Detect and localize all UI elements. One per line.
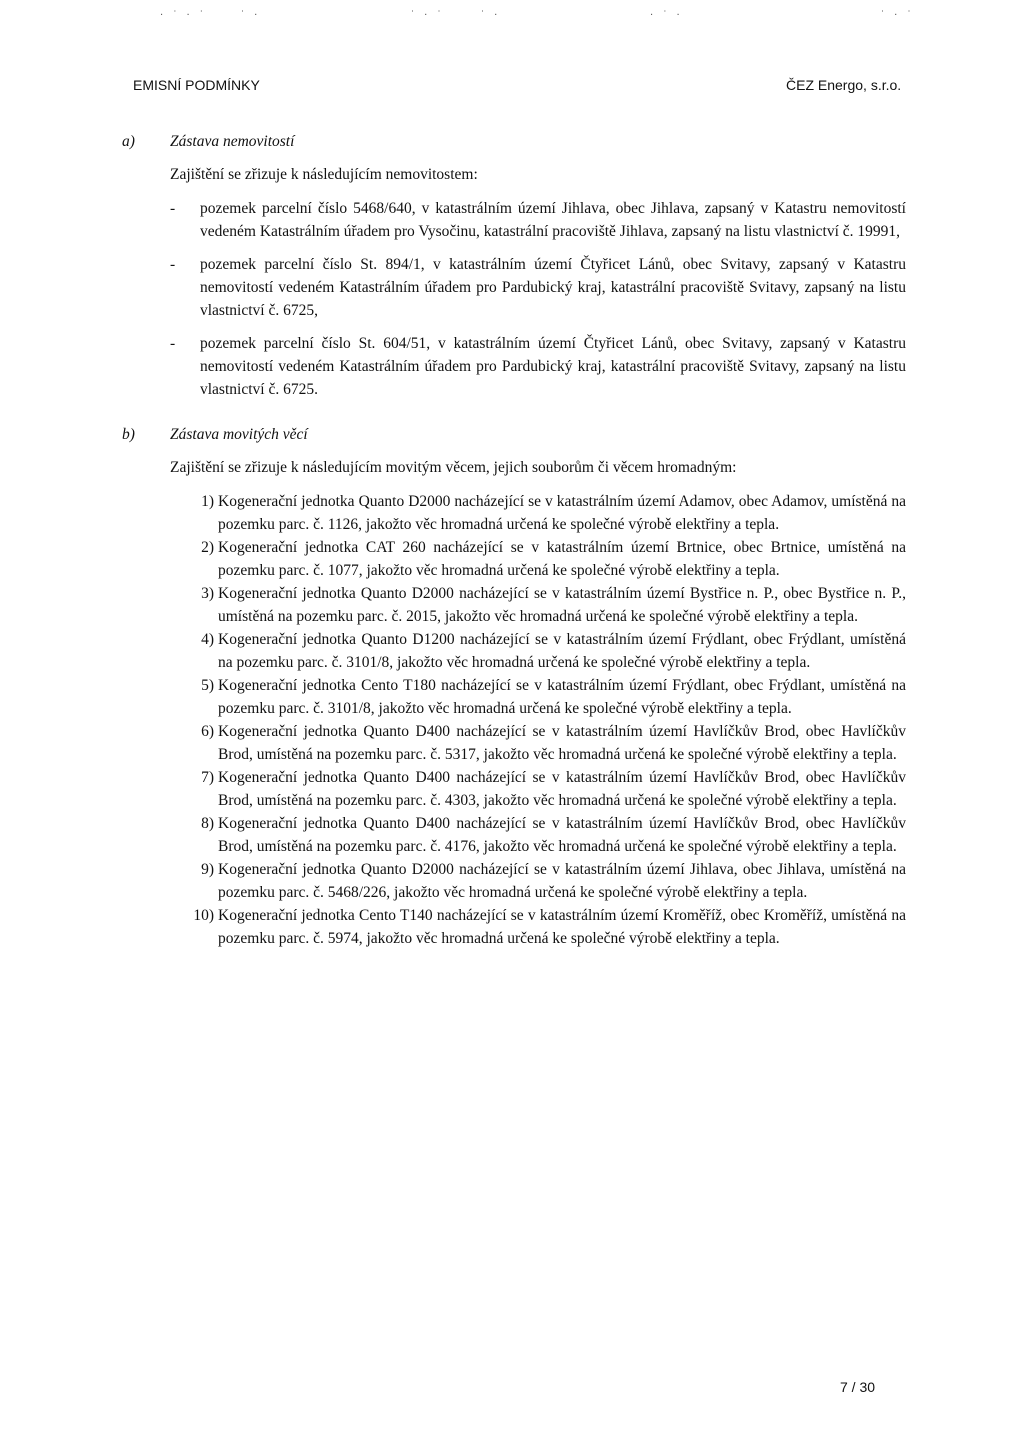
section-b-intro: Zajištění se zřizuje k následujícím movitým věcem, jejich souborům či věcem hromadným:: [170, 459, 737, 476]
header-company: ČEZ Energo, s.r.o.: [786, 77, 902, 93]
list-item: 9) Kogenerační jednotka Quanto D2000 nacházející se v katastrálním území Jihlava, obec Jihlava, umístěná na pozemku parc. č. 5468/226, jakožto věc hromadná určená ke společné výrobě elektřiny a tepla.: [201, 861, 906, 901]
list-item: 7) Kogenerační jednotka Quanto D400 nacházející se v katastrálním území Havlíčkův Brod, obec Havlíčkův Brod, umístěná na pozemku parc. č. 4303, jakožto věc hromadná určená ke společné výrobě elektřiny a tepla.: [201, 769, 906, 809]
list-item: 3) Kogenerační jednotka Quanto D2000 nacházející se v katastrálním území Bystřice n. P., obec Bystřice n. P., umístěná na pozemku parc. č. 2015, jakožto věc hromadná určená ke společné výrobě elektřiny a tepla.: [201, 585, 906, 625]
page-number: 7 / 30: [840, 1379, 876, 1395]
section-a-letter: a): [122, 133, 135, 150]
section-b-heading: [122, 423, 906, 446]
list-item: 2) Kogenerační jednotka CAT 260 nacházející se v katastrálním území Brtnice, obec Brtnice, umístěná na pozemku parc. č. 1077, jakožto věc hromadná určená ke společné výrobě elektřiny a tepla.: [201, 539, 906, 579]
section-b-title: Zástava movitých věcí: [170, 426, 308, 443]
movables-list: [122, 490, 906, 950]
scan-artifacts: · ˙ · ˙ ˙ · ˙ · ˙ ˙ · · ˙ · ˙ · ˙: [160, 10, 915, 21]
list-item: 1) Kogenerační jednotka Quanto D2000 nacházející se v katastrálním území Adamov, obec Adamov, umístěná na pozemku parc. č. 1126, jakožto věc hromadná určená ke společné výrobě elektřiny a tepla.: [201, 493, 906, 533]
header-title: EMISNÍ PODMÍNKY: [133, 77, 260, 93]
property-list: [122, 197, 906, 401]
section-a-heading: [122, 130, 906, 153]
list-item: - pozemek parcelní číslo St. 604/51, v katastrálním území Čtyřicet Lánů, obec Svitavy, zapsaný v Katastru nemovitostí vedeném Katastrálním úřadem pro Pardubický kraj, katastrální pracoviště Svitavy, zapsaný na listu vlastnictví č. 6725.: [170, 335, 906, 398]
section-a-title: Zástava nemovitostí: [170, 133, 295, 150]
list-item: 8) Kogenerační jednotka Quanto D400 nacházející se v katastrálním území Havlíčkův Brod, obec Havlíčkův Brod, umístěná na pozemku parc. č. 4176, jakožto věc hromadná určená ke společné výrobě elektřiny a tepla.: [201, 815, 906, 855]
list-item: 4) Kogenerační jednotka Quanto D1200 nacházející se v katastrálním území Frýdlant, obec Frýdlant, umístěná na pozemku parc. č. 3101/8, jakožto věc hromadná určená ke společné výrobě elektřiny a tepla.: [201, 631, 906, 671]
list-item: 5) Kogenerační jednotka Cento T180 nacházející se v katastrálním území Frýdlant, obec Frýdlant, umístěná na pozemku parc. č. 3101/8, jakožto věc hromadná určená ke společné výrobě elektřiny a tepla.: [201, 677, 906, 717]
list-item: 6) Kogenerační jednotka Quanto D400 nacházející se v katastrálním území Havlíčkův Brod, obec Havlíčkův Brod, umístěná na pozemku parc. č. 5317, jakožto věc hromadná určená ke společné výrobě elektřiny a tepla.: [201, 723, 906, 763]
list-item: 10) Kogenerační jednotka Cento T140 nacházející se v katastrálním území Kroměříž, obec Kroměříž, umístěná na pozemku parc. č. 5974, jakožto věc hromadná určená ke společné výrobě elektřiny a tepla.: [193, 907, 906, 947]
section-b-letter: b): [122, 426, 135, 443]
list-item: - pozemek parcelní číslo 5468/640, v katastrálním území Jihlava, obec Jihlava, zapsaný v Katastru nemovitostí vedeném Katastrálním úřadem pro Vysočinu, katastrální pracoviště Jihlava, zapsaný na listu vlastnictví č. 19991,: [170, 200, 906, 240]
section-a-intro: Zajištění se zřizuje k následujícím nemovitostem:: [170, 166, 478, 183]
list-item: - pozemek parcelní číslo St. 894/1, v katastrálním území Čtyřicet Lánů, obec Svitavy, zapsaný v Katastru nemovitostí vedeném Katastrálním úřadem pro Pardubický kraj, katastrální pracoviště Svitavy, zapsaný na listu vlastnictví č. 6725,: [170, 256, 906, 319]
main-content: [122, 130, 906, 950]
